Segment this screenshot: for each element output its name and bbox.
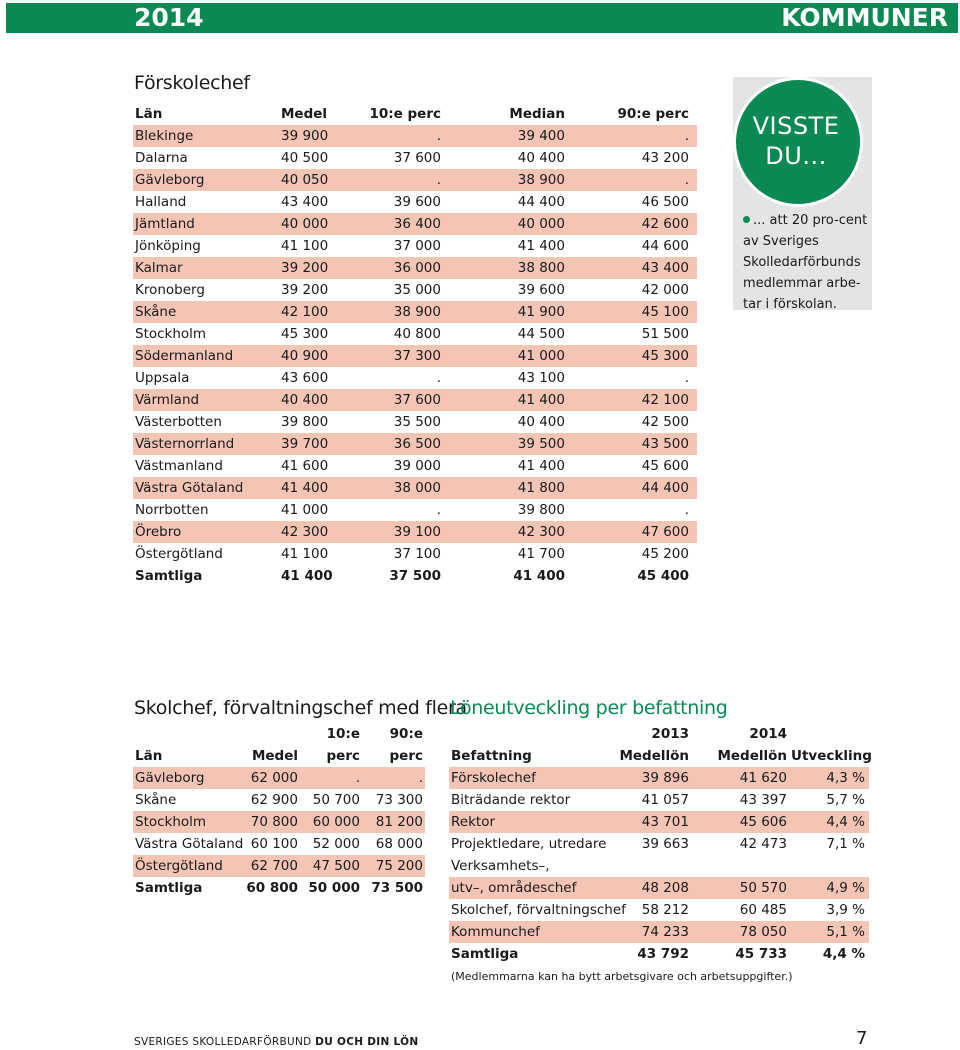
total-cell: 41 400 [281, 568, 333, 584]
table-cell: 41 400 [517, 458, 565, 474]
table-cell: 39 896 [607, 767, 693, 789]
table-cell: 37 600 [393, 150, 441, 166]
table-cell: 41 900 [449, 301, 573, 323]
column-header: 10:e perc [369, 106, 441, 122]
table-header-row [133, 723, 425, 745]
table-cell: 37 100 [393, 546, 441, 562]
column-header [449, 723, 607, 745]
table-cell: 41 100 [281, 238, 329, 254]
table-row [133, 811, 425, 833]
table-row [133, 789, 425, 811]
footer-org: SVERIGES SKOLLEDARFÖRBUND [134, 1036, 312, 1048]
row-label: Östergötland [133, 855, 238, 877]
table-cell: 39 700 [281, 433, 331, 455]
total-label: Samtliga [135, 880, 203, 896]
table-cell: 41 700 [517, 546, 565, 562]
table-cell: 43 397 [739, 792, 787, 808]
table-cell: 45 200 [641, 546, 689, 562]
table-cell: 44 500 [517, 326, 565, 342]
row-label: Rektor [449, 811, 607, 833]
row-label: Värmland [133, 389, 281, 411]
total-cell: 37 500 [389, 568, 441, 584]
table-cell: 42 100 [281, 301, 331, 323]
table-cell: 39 200 [281, 257, 331, 279]
table-cell: 52 000 [312, 836, 360, 852]
table-cell: 41 100 [281, 546, 329, 562]
total-label: Samtliga [135, 568, 203, 584]
table-row [133, 125, 697, 147]
table-cell: 44 400 [573, 477, 697, 499]
forskolechef-table [133, 103, 697, 587]
table-cell: 38 800 [449, 257, 573, 279]
total-label: Samtliga [451, 946, 519, 962]
table-cell: . [331, 169, 449, 191]
total-cell: 73 500 [371, 880, 423, 896]
column-header: perc [326, 748, 360, 764]
row-label: Kronoberg [135, 282, 205, 298]
table-cell: 42 473 [739, 836, 787, 852]
table-cell: 39 800 [517, 502, 565, 518]
total-cell: 45 733 [735, 946, 787, 962]
column-header: Län [135, 748, 163, 764]
row-label: Skåne [135, 792, 177, 808]
table-cell: 42 100 [573, 389, 697, 411]
row-label: Kalmar [133, 257, 281, 279]
row-label: Västra Götaland [133, 477, 281, 499]
table-row [133, 191, 697, 213]
table-cell [607, 855, 693, 877]
column-header: 90:e [389, 726, 423, 742]
row-label: Västra Götaland [135, 836, 244, 852]
row-label: Gävleborg [133, 767, 238, 789]
table-cell: 60 100 [250, 836, 298, 852]
table-cell: 42 300 [281, 521, 331, 543]
table-cell: 40 000 [281, 213, 331, 235]
column-header: Medellön [619, 748, 689, 764]
column-header: 10:e [326, 726, 360, 742]
column-header: Medel [281, 106, 328, 122]
table-row [449, 789, 869, 811]
forskolechef-title: Förskolechef [134, 72, 250, 94]
table-row [133, 279, 697, 301]
table-cell [693, 855, 791, 877]
table-cell: 75 200 [362, 855, 425, 877]
table-cell: 73 300 [375, 792, 423, 808]
loneutveckling-table [449, 723, 872, 965]
table-cell: 43 600 [281, 370, 329, 386]
total-row [133, 565, 697, 587]
table-cell: 38 900 [331, 301, 449, 323]
table-cell: . [436, 370, 441, 386]
table-cell: 45 300 [281, 326, 329, 342]
table-cell: 40 050 [281, 169, 331, 191]
footer-publication: DU OCH DIN LÖN [315, 1036, 419, 1048]
total-row [133, 877, 425, 899]
visste-du-badge [733, 77, 863, 207]
table-row [133, 543, 697, 565]
table-row [133, 323, 697, 345]
column-header: Utveckling [791, 748, 872, 764]
table-cell: 39 100 [331, 521, 449, 543]
table-cell: 38 000 [331, 477, 449, 499]
table-row [449, 855, 869, 877]
table-cell: . [362, 767, 425, 789]
table-cell: 62 000 [238, 767, 300, 789]
table-cell: 43 200 [641, 150, 689, 166]
table-row [133, 767, 425, 789]
row-label: Verksamhets–, [451, 858, 550, 874]
table-cell: 51 500 [641, 326, 689, 342]
page-footer [134, 1036, 418, 1048]
table-row [133, 855, 425, 877]
skolchef-table [133, 723, 425, 899]
table-row [133, 301, 697, 323]
table-row [133, 833, 425, 855]
row-label: Uppsala [135, 370, 190, 386]
table-row [449, 811, 869, 833]
row-label: Kommunchef [449, 921, 607, 943]
table-cell: . [436, 502, 441, 518]
table-cell: 42 500 [641, 414, 689, 430]
table-cell: 36 400 [331, 213, 449, 235]
table-cell: . [300, 767, 362, 789]
visste-du-sidebar [733, 77, 872, 310]
table-row [133, 455, 697, 477]
page-header [6, 3, 958, 33]
row-label: Örebro [133, 521, 281, 543]
table-cell: 40 900 [281, 345, 331, 367]
row-label: Förskolechef [449, 767, 607, 789]
table-cell: 47 500 [300, 855, 362, 877]
page-number: 7 [856, 1028, 868, 1049]
table-cell: 43 100 [517, 370, 565, 386]
table-cell: 42 300 [449, 521, 573, 543]
table-cell: 37 300 [331, 345, 449, 367]
row-label: Biträdande rektor [451, 792, 571, 808]
table-cell: 5,7 % [826, 792, 865, 808]
table-cell: 40 000 [449, 213, 573, 235]
row-label: Halland [135, 194, 187, 210]
total-cell: 43 792 [637, 946, 689, 962]
table-cell: 36 000 [331, 257, 449, 279]
total-cell: 50 000 [308, 880, 360, 896]
table-cell: 45 300 [573, 345, 697, 367]
table-cell: 39 200 [281, 282, 329, 298]
table-cell: 37 600 [331, 389, 449, 411]
table-row [133, 411, 697, 433]
table-row [449, 877, 869, 899]
table-cell: 45 100 [573, 301, 697, 323]
row-label: Gävleborg [133, 169, 281, 191]
total-cell: 60 800 [246, 880, 298, 896]
table-cell: . [331, 125, 449, 147]
column-header: Befattning [451, 748, 532, 764]
table-cell: 40 400 [517, 414, 565, 430]
table-cell: 41 000 [281, 502, 329, 518]
column-header [238, 723, 300, 745]
table-row [133, 389, 697, 411]
table-cell: 41 620 [693, 767, 791, 789]
row-label: Blekinge [133, 125, 281, 147]
table-cell: 62 900 [250, 792, 298, 808]
header-section: KOMMUNER [781, 3, 948, 32]
row-label: Skåne [133, 301, 281, 323]
table-cell: 81 200 [362, 811, 425, 833]
table-cell: 45 600 [641, 458, 689, 474]
row-label: Västernorrland [133, 433, 281, 455]
table-cell: 47 600 [573, 521, 697, 543]
table-row [449, 833, 869, 855]
total-cell: 41 400 [513, 568, 565, 584]
header-year: 2014 [134, 3, 204, 32]
table-header-row [133, 745, 425, 767]
table-cell: 60 485 [739, 902, 787, 918]
column-header: 90:e perc [617, 106, 689, 122]
table-cell: 43 500 [573, 433, 697, 455]
table-cell: 40 400 [517, 150, 565, 166]
table-cell: 44 600 [641, 238, 689, 254]
column-header: perc [389, 748, 423, 764]
table-header-row [449, 745, 869, 767]
visste-du-line1: VISSTE [752, 112, 840, 140]
table-cell: 39 600 [393, 194, 441, 210]
visste-du-line2: DU... [765, 142, 827, 170]
table-cell: 39 663 [641, 836, 689, 852]
row-label: Östergötland [135, 546, 223, 562]
table-cell: 4,4 % [791, 811, 869, 833]
table-header-row [449, 723, 869, 745]
table-cell: 70 800 [238, 811, 300, 833]
table-cell: 41 600 [281, 458, 329, 474]
column-header: Medellön [717, 748, 787, 764]
table-cell: 48 208 [607, 877, 693, 899]
table-cell: 35 000 [393, 282, 441, 298]
row-label: Projektledare, utredare [451, 836, 607, 852]
table-cell: 7,1 % [826, 836, 865, 852]
row-label: Dalarna [135, 150, 188, 166]
row-label: Stockholm [135, 326, 207, 342]
column-header: Median [509, 106, 565, 122]
table-cell: 78 050 [693, 921, 791, 943]
visste-du-fact: ... att 20 pro-cent av Sveriges Skolledarförbunds medlemmar arbe-tar i förskolan. [743, 213, 868, 312]
table-cell: 39 400 [449, 125, 573, 147]
total-cell: 45 400 [637, 568, 689, 584]
table-cell: . [684, 502, 689, 518]
table-row [449, 921, 869, 943]
column-header: Medel [251, 748, 298, 764]
column-header: 2014 [749, 726, 787, 742]
loneutveckling-title: Löneutveckling per befattning [450, 697, 728, 719]
table-row [133, 213, 697, 235]
table-row [133, 235, 697, 257]
table-cell: 74 233 [607, 921, 693, 943]
table-row [133, 433, 697, 455]
table-row [133, 499, 697, 521]
table-cell: 36 500 [331, 433, 449, 455]
table-cell: 3,9 % [826, 902, 865, 918]
table-cell: 39 900 [281, 125, 331, 147]
row-label: Västmanland [135, 458, 223, 474]
row-label: Norrbotten [135, 502, 209, 518]
table-cell: 45 606 [693, 811, 791, 833]
row-label: Jönköping [135, 238, 201, 254]
table-row [133, 169, 697, 191]
table-row [449, 767, 869, 789]
table-cell: 39 500 [449, 433, 573, 455]
table-cell: 42 000 [641, 282, 689, 298]
column-header [791, 723, 869, 745]
row-label: Västerbotten [135, 414, 222, 430]
table-row [133, 477, 697, 499]
table-cell: 62 700 [238, 855, 300, 877]
table-cell: 4,3 % [791, 767, 869, 789]
table-cell: 39 800 [281, 414, 329, 430]
table-cell: 58 212 [641, 902, 689, 918]
table-cell: 50 700 [312, 792, 360, 808]
table-cell: 41 800 [449, 477, 573, 499]
table-cell: 41 400 [281, 477, 331, 499]
table-row [133, 345, 697, 367]
total-cell: 4,4 % [822, 946, 865, 962]
table-cell: . [573, 125, 697, 147]
table-cell: 43 400 [573, 257, 697, 279]
table-header-row [133, 103, 697, 125]
table-cell: 5,1 % [791, 921, 869, 943]
table-cell: 41 400 [449, 389, 573, 411]
table-row [449, 899, 869, 921]
table-cell: . [684, 370, 689, 386]
table-cell: 39 000 [393, 458, 441, 474]
table-cell: 40 500 [281, 150, 329, 166]
table-row [133, 147, 697, 169]
skolchef-title: Skolchef, förvaltningschef med flera [134, 697, 467, 719]
row-label: Södermanland [133, 345, 281, 367]
table-cell: 35 500 [393, 414, 441, 430]
table-cell: 68 000 [375, 836, 423, 852]
table-cell: 4,9 % [791, 877, 869, 899]
table-cell: 41 000 [449, 345, 573, 367]
column-header [133, 723, 238, 745]
table-cell: 46 500 [641, 194, 689, 210]
table-cell: 43 701 [607, 811, 693, 833]
row-label: Skolchef, förvaltningschef [451, 902, 626, 918]
table-cell: 42 600 [573, 213, 697, 235]
row-label: utv–, områdeschef [449, 877, 607, 899]
table-cell: 41 057 [641, 792, 689, 808]
total-row [449, 943, 869, 965]
table-cell: 41 400 [517, 238, 565, 254]
table-cell: 44 400 [517, 194, 565, 210]
table-cell: 60 000 [300, 811, 362, 833]
table-cell: 40 800 [393, 326, 441, 342]
table-cell: 37 000 [393, 238, 441, 254]
row-label: Jämtland [133, 213, 281, 235]
column-header: 2013 [651, 726, 689, 742]
table-cell: 40 400 [281, 389, 331, 411]
table-row [133, 521, 697, 543]
table-row [133, 367, 697, 389]
column-header: Län [135, 106, 163, 122]
table-cell: . [573, 169, 697, 191]
table-cell: 38 900 [449, 169, 573, 191]
table-cell: 39 600 [517, 282, 565, 298]
table-cell: 43 400 [281, 194, 329, 210]
table-cell [791, 855, 869, 877]
loneutveckling-note: (Medlemmarna kan ha bytt arbetsgivare och arbetsuppgifter.) [451, 970, 793, 983]
table-row [133, 257, 697, 279]
row-label: Stockholm [133, 811, 238, 833]
table-cell: 50 570 [693, 877, 791, 899]
